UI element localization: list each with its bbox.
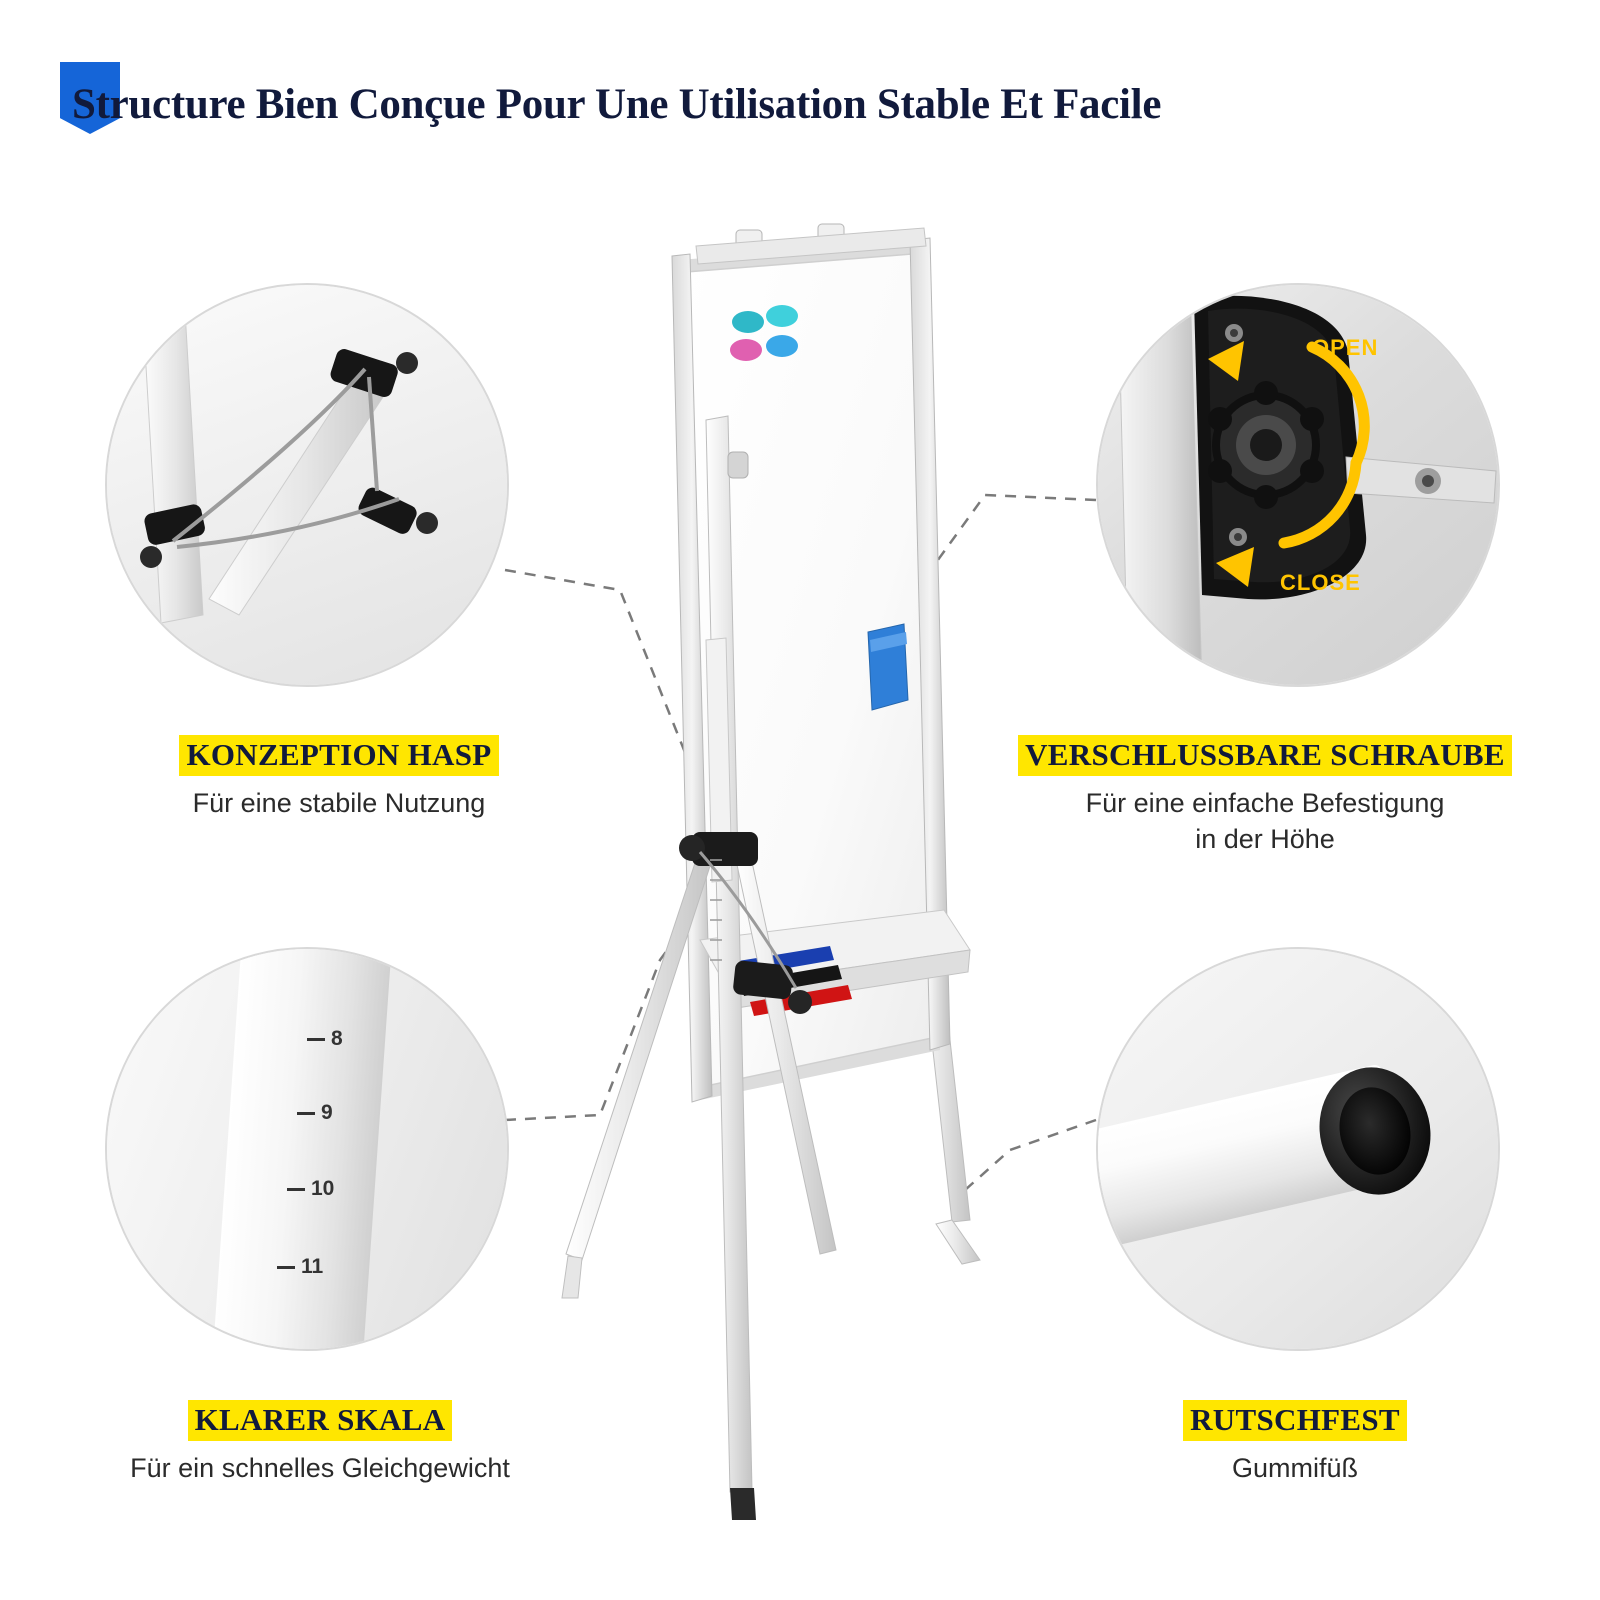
- page-title: Structure Bien Conçue Pour Une Utilisation Stable Et Facile: [72, 81, 1162, 128]
- callout-title-scale: KLARER SKALA: [188, 1400, 453, 1441]
- open-label: OPEN: [1312, 335, 1379, 360]
- callout-subtitle-scale: Für ein schnelles Gleichgewicht: [130, 1453, 510, 1483]
- callout-title-hasp: KONZEPTION HASP: [179, 735, 498, 776]
- callout-label-scale: [40, 1400, 600, 1487]
- callout-image-screw: [1096, 283, 1500, 687]
- callout-title-screw: VERSCHLUSSBARE SCHRAUBE: [1018, 735, 1512, 776]
- close-label: CLOSE: [1280, 570, 1361, 595]
- callout-title-foot: RUTSCHFEST: [1183, 1400, 1407, 1441]
- callout-image-hasp: [105, 283, 509, 687]
- callout-label-hasp: [104, 735, 574, 822]
- scale-mark-8: 8: [307, 1027, 343, 1051]
- scale-tube: [211, 947, 392, 1351]
- callout-subtitle-foot: Gummifüß: [1231, 1453, 1358, 1483]
- scale-mark-11: 11: [277, 1255, 323, 1279]
- product-illustration: [500, 220, 1120, 1560]
- callout-image-scale: [105, 947, 509, 1351]
- whiteboard-eraser: [868, 624, 908, 710]
- scale-mark-10: 10: [287, 1177, 334, 1201]
- callout-subtitle-hasp: Für eine stabile Nutzung: [192, 788, 486, 818]
- callout-label-foot: [1080, 1400, 1510, 1487]
- callout-label-screw: [1000, 735, 1530, 857]
- callout-image-foot: [1096, 947, 1500, 1351]
- page-header: [60, 62, 1540, 142]
- callout-subtitle-screw: Für eine einfache Befestigung in der Höhe: [1085, 788, 1445, 854]
- scale-mark-9: 9: [297, 1101, 333, 1125]
